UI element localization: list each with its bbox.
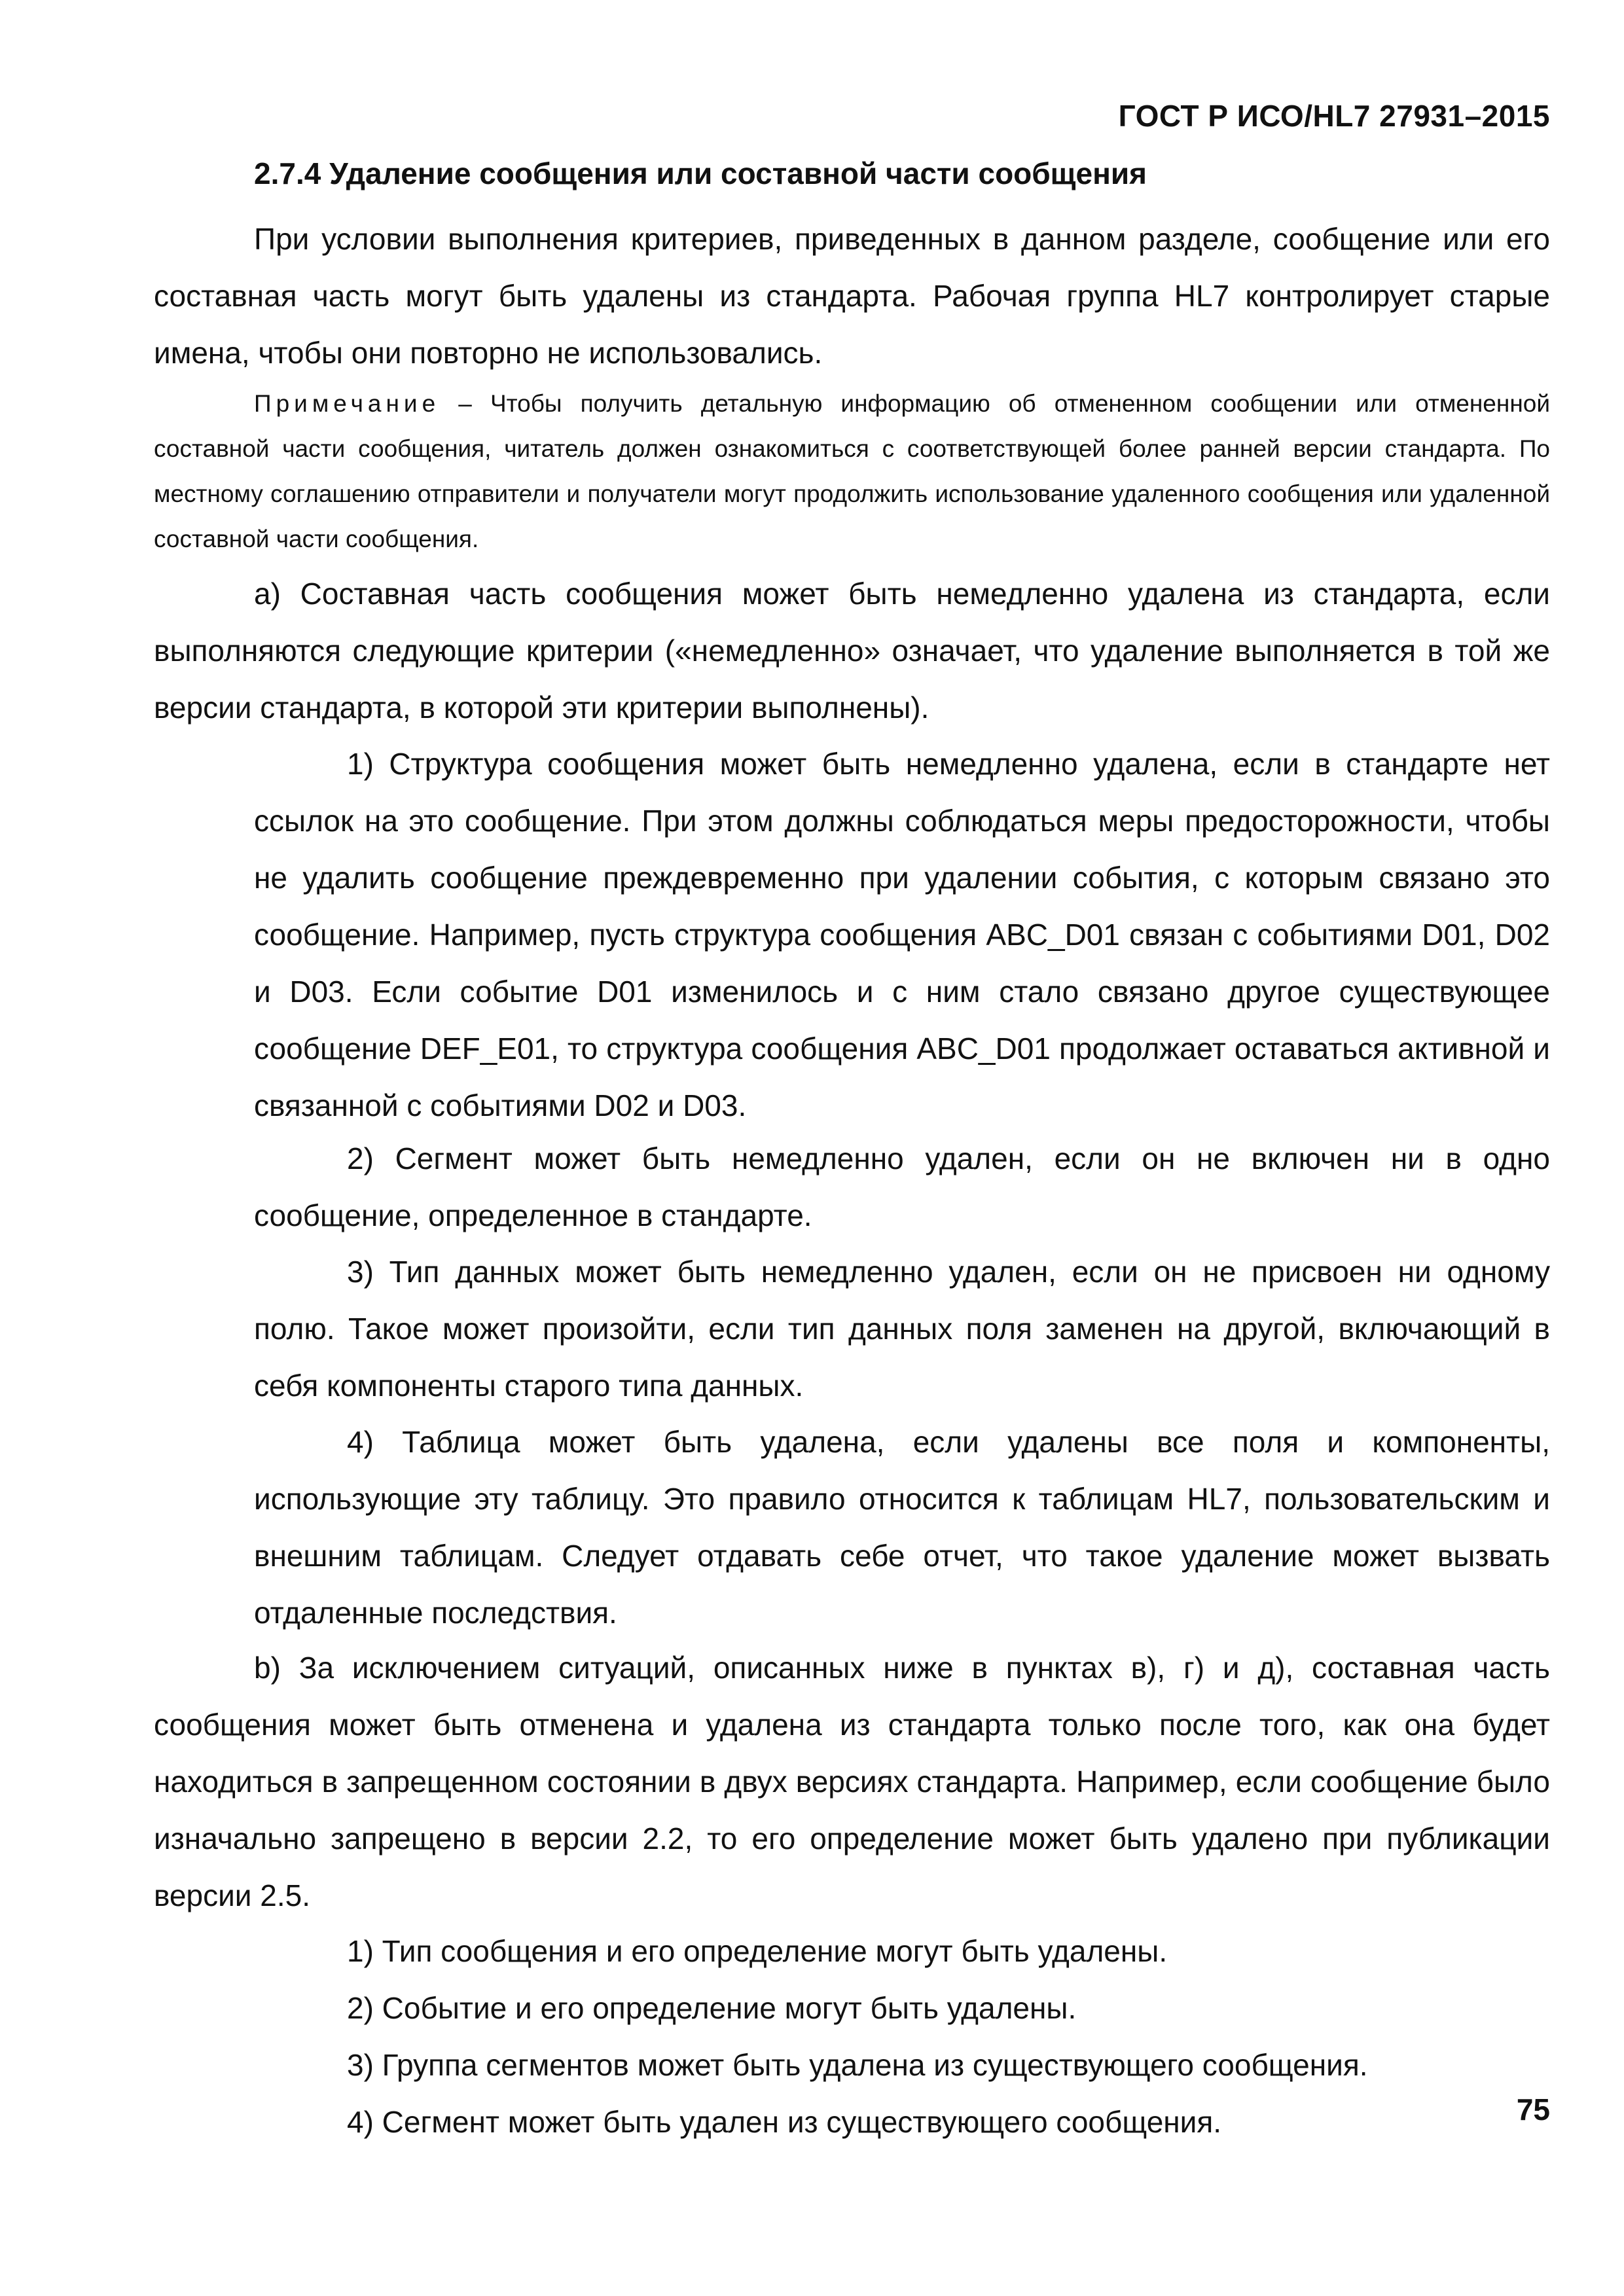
item-b-paragraph: b) За исключением ситуаций, описанных ниже в пунктах в), г) и д), составная часть сообщения может быть отменена и удалена из стандарта только после того, как она будет находиться в запрещенном состоянии в двух версиях стандарта. Например, если сообщение было изначально запрещено в версии 2.2, то его определение может быть удалено при публикации версии 2.5. [154, 1651, 1550, 1912]
b-subitem-1: 1) Тип сообщения и его определение могут быть удалены. [347, 1934, 1168, 1968]
note-text: Чтобы получить детальную информацию об отмененном сообщении или отмененной составной части сообщения, читатель должен ознакомиться с соответствующей более ранней версии стандарта. По местному соглашению отправители и получатели могут продолжить использование удаленного сообщения или удаленной составной части сообщения. [154, 390, 1550, 552]
item-a-paragraph: а) Составная часть сообщения может быть немедленно удалена из стандарта, если выполняются следующие критерии («немедленно» означает, что удаление выполняется в той же версии стандарта, в которой эти критерии выполнены). [154, 577, 1550, 725]
note-paragraph [154, 381, 1550, 562]
b-subitem-2: 2) Событие и его определение могут быть удалены. [347, 1991, 1077, 2025]
note-dash: – [440, 390, 490, 417]
document-header-id: ГОСТ Р ИСО/HL7 27931–2015 [1118, 99, 1550, 133]
a-subitem-3: 3) Тип данных может быть немедленно удален, если он не присвоен ни одному полю. Такое может произойти, если тип данных поля заменен на другой, включающий в себя компоненты старого типа данных. [254, 1255, 1550, 1403]
b-subitem-3: 3) Группа сегментов может быть удалена из существующего сообщения. [347, 2048, 1368, 2082]
page-number: 75 [1516, 2092, 1550, 2126]
a-subitem-2: 2) Сегмент может быть немедленно удален, если он не включен ни в одно сообщение, определенное в стандарте. [254, 1141, 1550, 1232]
a-subitem-4: 4) Таблица может быть удалена, если удалены все поля и компоненты, использующие эту таблицу. Это правило относится к таблицам HL7, пользовательским и внешним таблицам. Следует отдавать себе отчет, что такое удаление может вызвать отдаленные последствия. [254, 1425, 1550, 1630]
note-label: Примечание [254, 390, 441, 417]
a-subitem-1: 1) Структура сообщения может быть немедленно удалена, если в стандарте нет ссылок на это сообщение. При этом должны соблюдаться меры предосторожности, чтобы не удалить сообщение преждевременно при удалении события, с которым связано это сообщение. Например, пусть структура сообщения ABC_D01 связан с событиями D01, D02 и D03. Если событие D01 изменилось и с ним стало связано другое существующее сообщение DEF_E01, то структура сообщения ABC_D01 продолжает оставаться активной и связанной с событиями D02 и D03. [254, 747, 1550, 1122]
intro-paragraph: При условии выполнения критериев, приведенных в данном разделе, сообщение или его составная часть могут быть удалены из стандарта. Рабочая группа HL7 контролирует старые имена, чтобы они повторно не использовались. [154, 222, 1550, 370]
b-subitem-4: 4) Сегмент может быть удален из существующего сообщения. [347, 2105, 1222, 2139]
section-title: 2.7.4 Удаление сообщения или составной части сообщения [254, 156, 1147, 190]
